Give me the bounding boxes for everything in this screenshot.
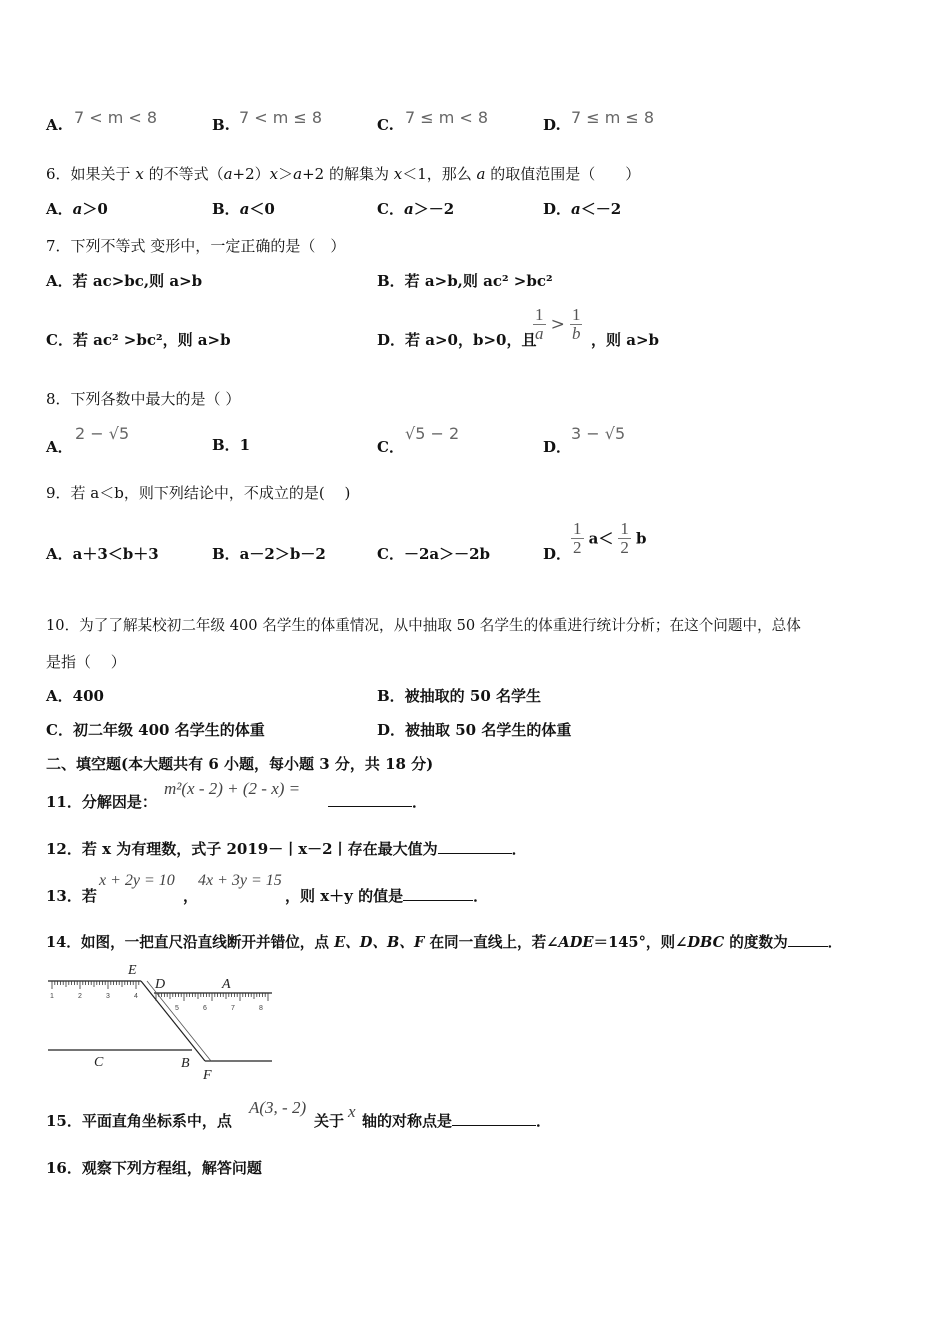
q15-question: 轴的对称点是 ． bbox=[362, 1112, 552, 1130]
q10-question-line2: 是指（ ） bbox=[46, 653, 126, 671]
q5-option-b-label: B. bbox=[212, 116, 230, 134]
tick-label-5: 5 bbox=[175, 1005, 179, 1012]
q5-option-a-label: A. bbox=[46, 116, 63, 134]
q8-option-a-math: 2 − √5 bbox=[75, 424, 130, 443]
q5-option-d-label: D. bbox=[543, 116, 561, 134]
q13-comma: ， bbox=[183, 887, 199, 905]
q10-option-d: D．被抽取 50 名学生的体重 bbox=[377, 721, 572, 739]
point-label-C: C bbox=[94, 1055, 104, 1070]
point-label-E: E bbox=[128, 963, 137, 978]
point-label-B: B bbox=[181, 1056, 190, 1071]
q11-math: m²(x - 2) + (2 - x) = bbox=[164, 779, 301, 798]
q8-question: 8．下列各数中最大的是（ ） bbox=[46, 390, 241, 408]
fraction-half-1: $\frac{1}{2}$ bbox=[573, 519, 582, 557]
q7-option-a: A．若 ac>bc,则 a>b bbox=[46, 272, 203, 290]
fraction-1-over-a: $\frac{1}{a}$ bbox=[535, 305, 544, 343]
q7-option-d-post: ，则 a>b bbox=[591, 331, 659, 349]
q12-question: 12．若 x 为有理数，式子 2019－丨x－2丨存在最大值为 ． bbox=[46, 840, 527, 858]
q10-option-b: B．被抽取的 50 名学生 bbox=[377, 687, 541, 705]
q10-option-a: A．400 bbox=[46, 687, 104, 705]
q5-option-d-math: 7 ≤ m ≤ 8 bbox=[571, 108, 655, 127]
q6-option-b: B．a＜0 bbox=[212, 200, 275, 218]
q6-question: 6．如果关于 x 的不等式（a+2）x＞a+2 的解集为 x＜1，那么 a 的取值范围是（ ） bbox=[46, 165, 641, 183]
q13-math2: 4x + 3y = 15 bbox=[198, 872, 282, 889]
q7-option-d-math: $\frac{1}{a}$ > $\frac{1}{b}$ bbox=[535, 305, 581, 343]
tick-label-6: 6 bbox=[203, 1005, 207, 1012]
q5-option-c-label: C. bbox=[377, 116, 394, 134]
q15-axis-math: x bbox=[348, 1102, 356, 1121]
q7-option-c: C．若 ac² >bc²，则 a>b bbox=[46, 331, 231, 349]
q8-option-a-label: A． bbox=[46, 438, 73, 456]
q13-question: ，则 x＋y 的值是 ． bbox=[285, 887, 489, 905]
point-label-A: A bbox=[222, 977, 231, 992]
ruler-right-ticks bbox=[156, 993, 268, 1001]
q15-point-math: A(3, - 2) bbox=[249, 1098, 307, 1117]
q9-option-c: C．－2a＞－2b bbox=[377, 545, 491, 563]
q9-option-b: B．a－2＞b－2 bbox=[212, 545, 326, 563]
q5-option-c-math: 7 ≤ m < 8 bbox=[405, 108, 489, 127]
point-label-D: D bbox=[155, 977, 166, 992]
q16-question: 16．观察下列方程组，解答问题 bbox=[46, 1159, 262, 1177]
q8-option-c-math: √5 − 2 bbox=[405, 424, 460, 443]
q11-answer-blank: ． bbox=[328, 792, 427, 812]
q8-option-c-label: C． bbox=[377, 438, 404, 456]
q7-option-d-pre: D．若 a>0，b>0，且 bbox=[377, 331, 537, 349]
q10-option-c: C．初二年级 400 名学生的体重 bbox=[46, 721, 265, 739]
tick-label-8: 8 bbox=[259, 1005, 263, 1012]
tick-label-3: 3 bbox=[106, 993, 110, 1000]
q13-pre: 13．若 bbox=[46, 887, 97, 905]
q7-option-b: B．若 a>b,则 ac² >bc² bbox=[377, 272, 553, 290]
point-label-F: F bbox=[203, 1068, 212, 1083]
tick-label-1: 1 bbox=[50, 993, 54, 1000]
q8-option-b: B．1 bbox=[212, 436, 251, 454]
q10-question-line1: 10．为了了解某校初二年级 400 名学生的体重情况，从中抽取 50 名学生的体重进行统计分析；在这个问题中，总体 bbox=[46, 617, 801, 634]
q8-option-d-label: D． bbox=[543, 438, 572, 456]
tick-label-2: 2 bbox=[78, 993, 82, 1000]
q6-option-c: C．a＞－2 bbox=[377, 200, 455, 218]
q15-mid: 关于 bbox=[314, 1112, 345, 1130]
tick-label-4: 4 bbox=[134, 993, 138, 1000]
q9-question: 9．若 a＜b，则下列结论中，不成立的是( ) bbox=[46, 484, 351, 502]
q5-option-a-math: 7 < m < 8 bbox=[74, 108, 158, 127]
q14-question: 14．如图，一把直尺沿直线断开并错位，点 E、D、B、F 在同一直线上，若∠ADE＝145°，则∠DBC 的度数为 ． bbox=[46, 934, 843, 951]
q9-option-d-math: $\frac{1}{2}$ a＜ $\frac{1}{2}$ b bbox=[573, 519, 647, 557]
ruler-left-ticks bbox=[52, 981, 139, 989]
q14-ruler-figure bbox=[44, 958, 278, 1086]
q8-option-d-math: 3 − √5 bbox=[571, 424, 626, 443]
fraction-half-2: $\frac{1}{2}$ bbox=[620, 519, 629, 557]
q6-option-d: D．a＜－2 bbox=[543, 200, 622, 218]
q9-option-d-label: D． bbox=[543, 545, 572, 563]
q7-question: 7．下列不等式 变形中，一定正确的是（ ） bbox=[46, 237, 346, 255]
tick-label-7: 7 bbox=[231, 1005, 235, 1012]
q9-option-a: A．a＋3＜b＋3 bbox=[46, 545, 159, 563]
section-heading-fill-in: 二、填空题(本大题共有 6 小题，每小题 3 分，共 18 分) bbox=[46, 755, 434, 773]
fraction-1-over-b: $\frac{1}{b}$ bbox=[571, 305, 581, 343]
q11-question: 11．分解因是： bbox=[46, 793, 157, 811]
q6-option-a: A．a＞0 bbox=[46, 200, 108, 218]
q5-option-b-math: 7 < m ≤ 8 bbox=[239, 108, 323, 127]
q13-math1: x + 2y = 10 bbox=[99, 872, 175, 889]
ruler-diagram bbox=[44, 958, 278, 1086]
q15-pre: 15．平面直角坐标系中，点 bbox=[46, 1112, 232, 1130]
